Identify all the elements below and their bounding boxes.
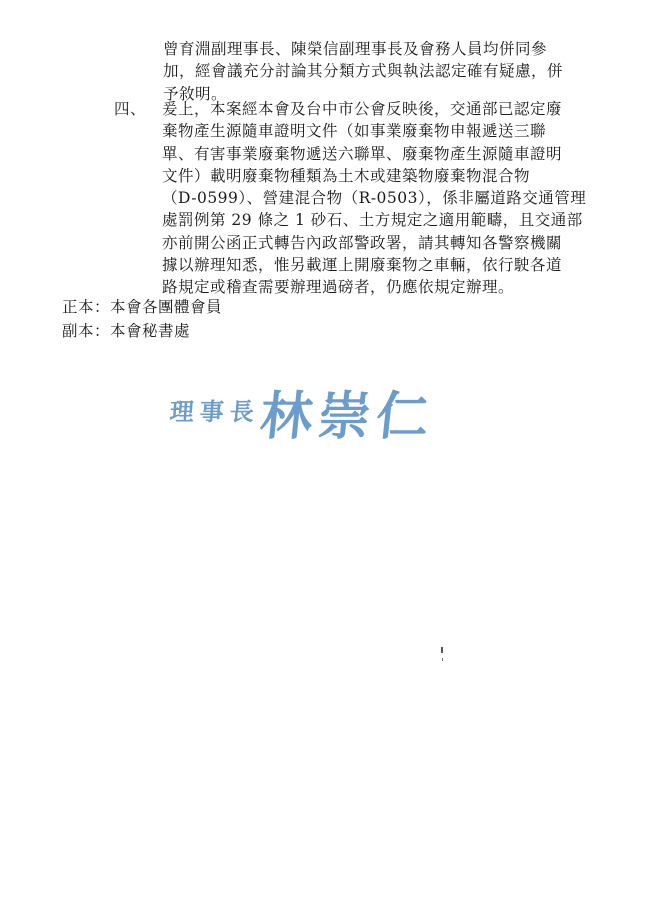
copy-recipient: 副本：本會秘書處 (62, 322, 191, 340)
item-4-body (162, 98, 586, 299)
item-4-marker: 四、 (114, 100, 147, 118)
text-line: （D-0599）、營建混合物（R-0503），係非屬道路交通管理 (162, 189, 587, 208)
text-line: 加，經會議充分討論其分類方式與執法認定確有疑慮，併 (163, 62, 564, 81)
text-line: 處罰例第 29 條之 1 砂石、土方規定之適用範疇，且交通部 (162, 211, 583, 230)
text-line: 爰上，本案經本會及台中市公會反映後，交通部已認定廢 (162, 100, 563, 118)
text-line: 單、有害事業廢棄物遞送六聯單、廢棄物產生源隨車證明 (162, 144, 563, 163)
text-line: 路規定或稽查需要辦理過磅者，仍應依規定辦理。 (162, 278, 515, 297)
original-recipient: 正本：本會各團體會員 (62, 298, 223, 316)
scan-speck (442, 658, 443, 661)
signature-title: 理事長 (168, 397, 261, 426)
text-line: 棄物產生源隨車證明文件（如事業廢棄物申報遞送三聯 (162, 122, 547, 141)
signature-stamp (165, 370, 465, 447)
text-line: 文件）載明廢棄物種類為土木或建築物廢棄物混合物 (162, 166, 531, 185)
text-line: 曾育淵副理事長、陳榮信副理事長及會務人員均併同參 (163, 40, 548, 58)
scan-speck (441, 647, 443, 653)
distribution-list (62, 295, 222, 343)
text-line: 據以辦理知悉，惟另載運上開廢棄物之車輛，依行駛各道 (162, 256, 563, 275)
item3-continuation (163, 38, 603, 105)
signature-name: 林崇仁 (257, 386, 438, 447)
text-line: 亦前開公函正式轉告內政部警政署，請其轉知各警察機關 (162, 233, 563, 252)
text-line: 予敘明。 (163, 84, 228, 103)
